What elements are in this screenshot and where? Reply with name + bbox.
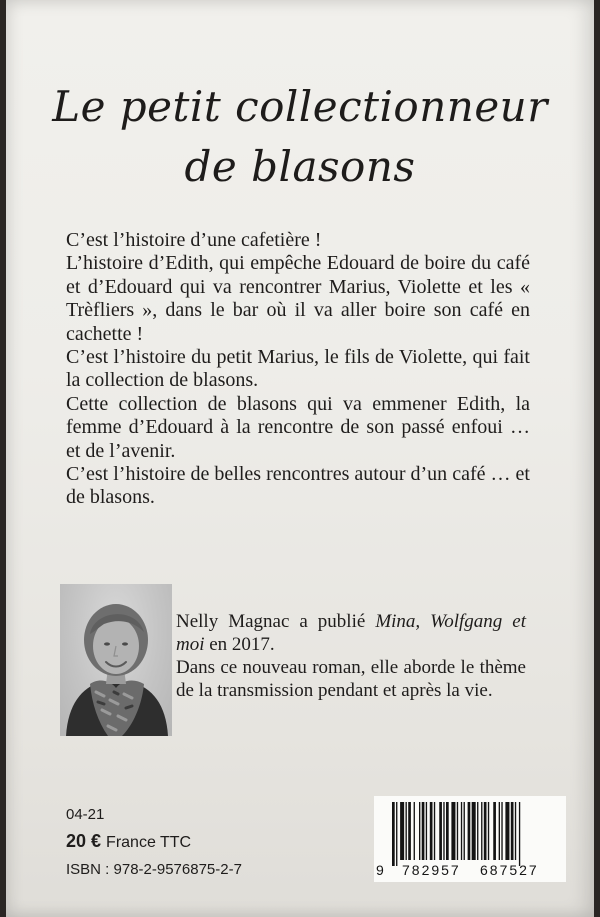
barcode-bar [515, 802, 516, 860]
author-bio-paragraph-2: Dans ce nouveau roman, elle aborde le thème de la transmission pendant et après la vie. [176, 657, 526, 701]
price-amount: 20 € [66, 831, 102, 851]
synopsis-paragraph: L’histoire d’Edith, qui empêche Edouard de boire du café et d’Edouard qui va rencontrer Marius, Violette et les « Trèfliers », dans le bar où il va aller boire son café en cachette ! [66, 252, 530, 345]
barcode-bar [481, 802, 482, 860]
barcode-bar [419, 802, 420, 860]
author-bio-paragraph-1 [176, 610, 526, 656]
previous-work-title: Mina, Wolfgang et moi [176, 611, 527, 655]
book-title-line-2: de blasons [184, 142, 416, 191]
barcode-bar [451, 802, 455, 860]
barcode-bar [414, 802, 415, 860]
barcode-bar [499, 802, 500, 860]
barcode-bar [484, 802, 487, 860]
barcode-bar [464, 802, 465, 860]
barcode-bar [426, 802, 427, 860]
barcode-bar [501, 802, 502, 860]
barcode-bar [488, 802, 489, 860]
barcode-bar [434, 802, 435, 860]
barcode-bar [406, 802, 407, 860]
bio-year: en 2017. [209, 634, 275, 655]
barcode-bar [511, 802, 514, 860]
barcode-bar [457, 802, 458, 860]
barcode-bar [430, 802, 433, 860]
barcode-bar [461, 802, 462, 860]
price-note: France TTC [106, 834, 192, 851]
barcode-bar [392, 802, 395, 866]
price-block [66, 805, 242, 880]
synopsis-paragraph: C’est l’histoire du petit Marius, le fils de Violette, qui fait la collection de blasons. [66, 346, 530, 392]
barcode-bar [422, 802, 425, 860]
author-bio [176, 610, 526, 702]
author-photo [60, 584, 172, 736]
barcode-bar [519, 802, 520, 866]
isbn: ISBN : 978-2-9576875-2-7 [66, 861, 242, 878]
print-code: 04-21 [66, 806, 105, 823]
barcode-bar [472, 802, 476, 860]
barcode-bar [439, 802, 442, 860]
barcode-bar [505, 802, 509, 860]
book-title-line-1: Le petit collectionneur [52, 82, 548, 131]
barcode-digits-right: 687527 [480, 862, 539, 878]
barcode-bar [408, 802, 411, 860]
barcode-bar [446, 802, 449, 860]
synopsis-paragraph: Cette collection de blasons qui va emmener Edith, la femme d’Edouard à la rencontre de son passé enfoui … et de l’avenir. [66, 392, 530, 462]
barcode-digit-first: 9 [376, 862, 384, 878]
isbn-barcode [374, 796, 566, 882]
synopsis-paragraph: C’est l’histoire d’une cafetière ! [66, 229, 322, 251]
price-line [66, 830, 242, 854]
synopsis [66, 229, 530, 510]
synopsis-paragraph: C’est l’histoire de belles rencontres autour d’un café … et de blasons. [66, 463, 530, 509]
barcode-digits-left: 782957 [402, 862, 461, 878]
barcode-bar [443, 802, 444, 860]
barcode-bar [400, 802, 404, 860]
barcode-bar [477, 802, 478, 860]
barcode-bar [493, 802, 496, 860]
bio-intro: Nelly Magnac a publié [176, 611, 366, 632]
barcode-bar [396, 802, 397, 866]
barcode-bar [468, 802, 471, 860]
